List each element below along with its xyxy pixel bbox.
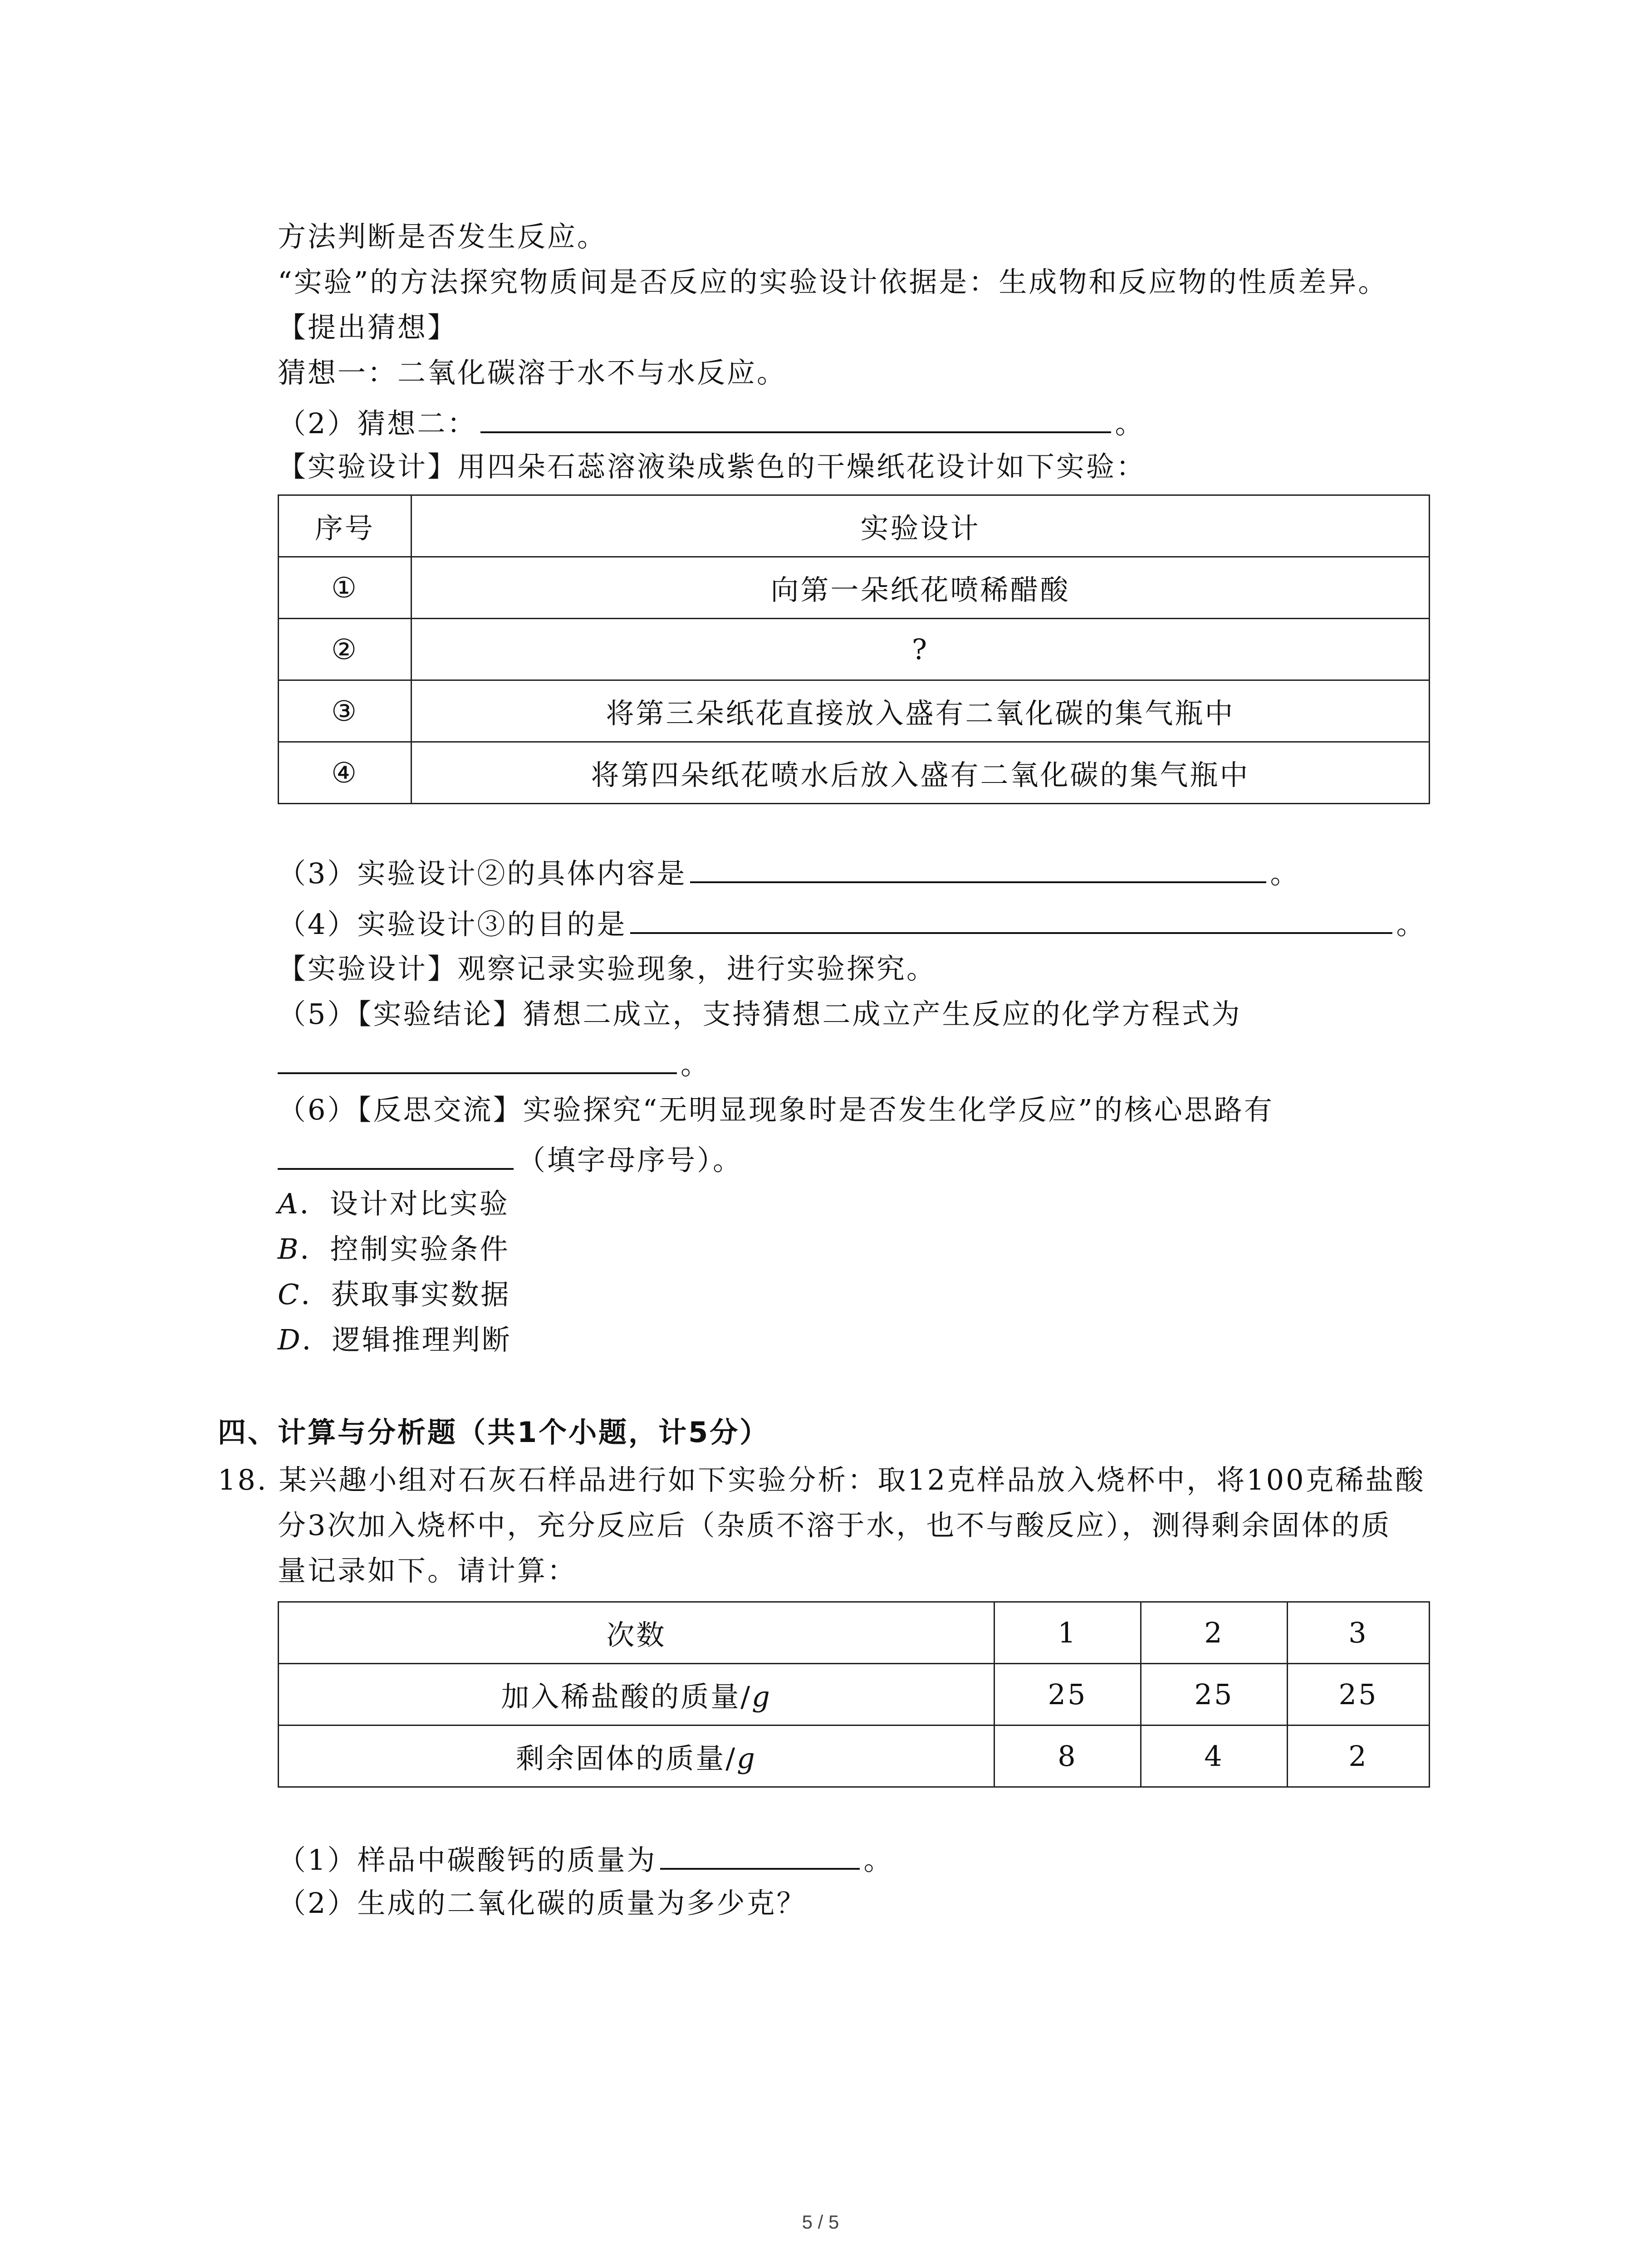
- option-letter: D: [278, 1323, 302, 1356]
- text-line: “实验”的方法探究物质间是否反应的实验设计依据是：生成物和反应物的性质差异。: [278, 265, 1388, 298]
- row-design: 向第一朵纸花喷稀醋酸: [411, 557, 1430, 619]
- table-row: [279, 557, 1430, 619]
- question-18-cont: 量记录如下。请计算：: [278, 1554, 578, 1587]
- question-3-end: 。: [1270, 857, 1300, 890]
- table-header-row: [279, 495, 1430, 557]
- text-line: 【提出猜想】: [278, 311, 458, 344]
- question-6-answer: [278, 1142, 743, 1177]
- row-design: 将第四朵纸花喷水后放入盛有二氧化碳的集气瓶中: [411, 742, 1430, 804]
- question-18-cont: 分3次加入烧杯中，充分反应后（杂质不溶于水，也不与酸反应），测得剩余固体的质: [278, 1509, 1391, 1542]
- table-row: [279, 1725, 1430, 1787]
- header-cell: 序号: [279, 495, 411, 557]
- answer-blank-5[interactable]: [278, 1046, 677, 1074]
- answer-blank-3[interactable]: [690, 855, 1266, 883]
- option-a: [278, 1188, 509, 1220]
- table-row: [279, 1664, 1430, 1725]
- value-cell: 25: [1288, 1664, 1430, 1725]
- value-cell: 25: [994, 1664, 1141, 1725]
- table-row: [279, 680, 1430, 742]
- question-2-label: （2）猜想二：: [278, 407, 477, 440]
- text-line: 【实验设计】观察记录实验现象，进行实验探究。: [278, 952, 937, 985]
- answer-blank-6[interactable]: [278, 1142, 514, 1170]
- section-4-title: 四、计算与分析题（共1个小题，计5分）: [218, 1416, 770, 1449]
- row-label: [279, 1725, 994, 1787]
- question-18: 18. 某兴趣小组对石灰石样品进行如下实验分析：取12克样品放入烧杯中，将100克稀盐酸: [218, 1463, 1425, 1496]
- value-cell: 8: [994, 1725, 1141, 1787]
- question-4: [278, 906, 1426, 941]
- option-text: ．逻辑推理判断: [302, 1323, 512, 1356]
- experiment-design-table: [278, 494, 1430, 804]
- unit: g: [752, 1680, 772, 1713]
- table-row: [279, 742, 1430, 804]
- row-label-text: 加入稀盐酸的质量/: [501, 1680, 752, 1713]
- row-number: ④: [279, 742, 411, 804]
- question-3: [278, 855, 1300, 890]
- option-c: [278, 1278, 510, 1311]
- question-6-end: （填字母序号）。: [517, 1144, 743, 1177]
- table-row: [279, 619, 1430, 680]
- option-text: ．获取事实数据: [301, 1278, 511, 1311]
- row-number: ③: [279, 680, 411, 742]
- option-letter: A: [278, 1187, 300, 1220]
- option-letter: C: [278, 1278, 301, 1311]
- question-6: （6）【反思交流】实验探究“无明显现象时是否发生化学反应”的核心思路有: [278, 1093, 1274, 1126]
- header-cell: 3: [1288, 1602, 1430, 1664]
- measurement-table: [278, 1601, 1430, 1788]
- unit: g: [737, 1742, 757, 1775]
- question-4-label: （4）实验设计③的目的是: [278, 908, 627, 941]
- option-d: [278, 1324, 512, 1356]
- question-5-end: 。: [681, 1048, 711, 1081]
- answer-blank-4[interactable]: [630, 906, 1392, 934]
- value-cell: 4: [1141, 1725, 1288, 1787]
- text-line: 【实验设计】用四朵石蕊溶液染成紫色的干燥纸花设计如下实验：: [278, 450, 1146, 483]
- question-4-end: 。: [1396, 908, 1426, 941]
- question-2: [278, 405, 1145, 440]
- row-design: ?: [411, 619, 1430, 680]
- text-line: 猜想一：二氧化碳溶于水不与水反应。: [278, 356, 787, 389]
- sub-question-2: （2）生成的二氧化碳的质量为多少克？: [278, 1887, 807, 1920]
- page-number: 5 / 5: [802, 2211, 839, 2233]
- question-5-answer: [278, 1046, 710, 1081]
- value-cell: 25: [1141, 1664, 1288, 1725]
- text-line: 方法判断是否发生反应。: [278, 220, 607, 253]
- header-cell: 1: [994, 1602, 1141, 1664]
- sub-question-1-label: （1）样品中碳酸钙的质量为: [278, 1843, 657, 1877]
- question-5: （5）【实验结论】猜想二成立，支持猜想二成立产生反应的化学方程式为: [278, 997, 1242, 1031]
- row-number: ①: [279, 557, 411, 619]
- question-3-label: （3）实验设计②的具体内容是: [278, 857, 687, 890]
- row-label: [279, 1664, 994, 1725]
- header-cell: 实验设计: [411, 495, 1430, 557]
- sub-question-1-end: 。: [863, 1843, 894, 1877]
- answer-blank-18-1[interactable]: [660, 1842, 860, 1870]
- sub-question-1: [278, 1842, 893, 1877]
- table-header-row: [279, 1602, 1430, 1664]
- option-text: ．设计对比实验: [299, 1187, 509, 1220]
- option-b: [278, 1233, 510, 1266]
- answer-blank-2[interactable]: [480, 405, 1111, 433]
- row-number: ②: [279, 619, 411, 680]
- row-label-text: 剩余固体的质量/: [516, 1742, 737, 1775]
- header-cell: 次数: [279, 1602, 994, 1664]
- header-cell: 2: [1141, 1602, 1288, 1664]
- option-letter: B: [278, 1232, 300, 1266]
- value-cell: 2: [1288, 1725, 1430, 1787]
- option-text: ．控制实验条件: [300, 1232, 510, 1266]
- question-2-end: 。: [1115, 407, 1145, 440]
- row-design: 将第三朵纸花直接放入盛有二氧化碳的集气瓶中: [411, 680, 1430, 742]
